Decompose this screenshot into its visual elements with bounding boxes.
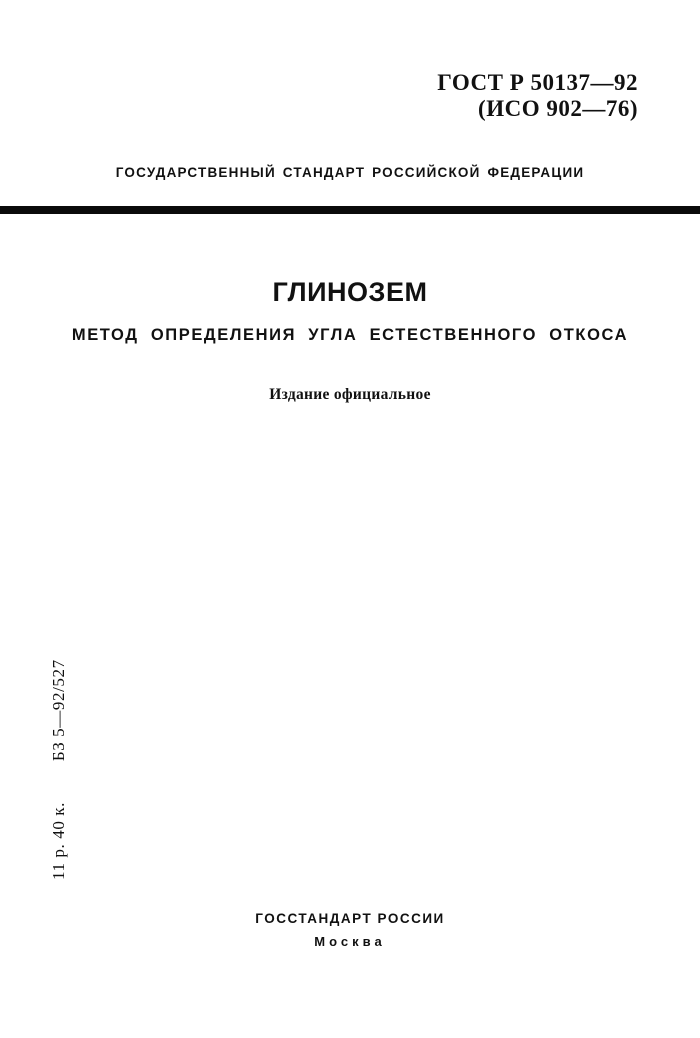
edition-note: Издание официальное — [269, 386, 431, 403]
document-title: ГЛИНОЗЕМ — [272, 277, 428, 307]
publisher-city: Москва — [314, 934, 386, 949]
iso-equivalent: (ИСО 902—76) — [478, 96, 638, 121]
document-subtitle: МЕТОД ОПРЕДЕЛЕНИЯ УГЛА ЕСТЕСТВЕННОГО ОТКОСА — [71, 326, 629, 344]
side-imprint — [49, 659, 69, 880]
gost-number-block — [437, 70, 638, 122]
standard-number: ГОСТ Р 50137—92 — [437, 70, 638, 95]
price-label: 11 р. 40 к. — [49, 802, 68, 880]
catalog-code: БЗ 5—92/527 — [49, 659, 68, 762]
horizontal-rule — [0, 206, 700, 214]
standard-type-heading: ГОСУДАРСТВЕННЫЙ СТАНДАРТ РОССИЙСКОЙ ФЕДЕРАЦИИ — [115, 165, 585, 180]
publisher-name: ГОССТАНДАРТ РОССИИ — [255, 911, 445, 926]
